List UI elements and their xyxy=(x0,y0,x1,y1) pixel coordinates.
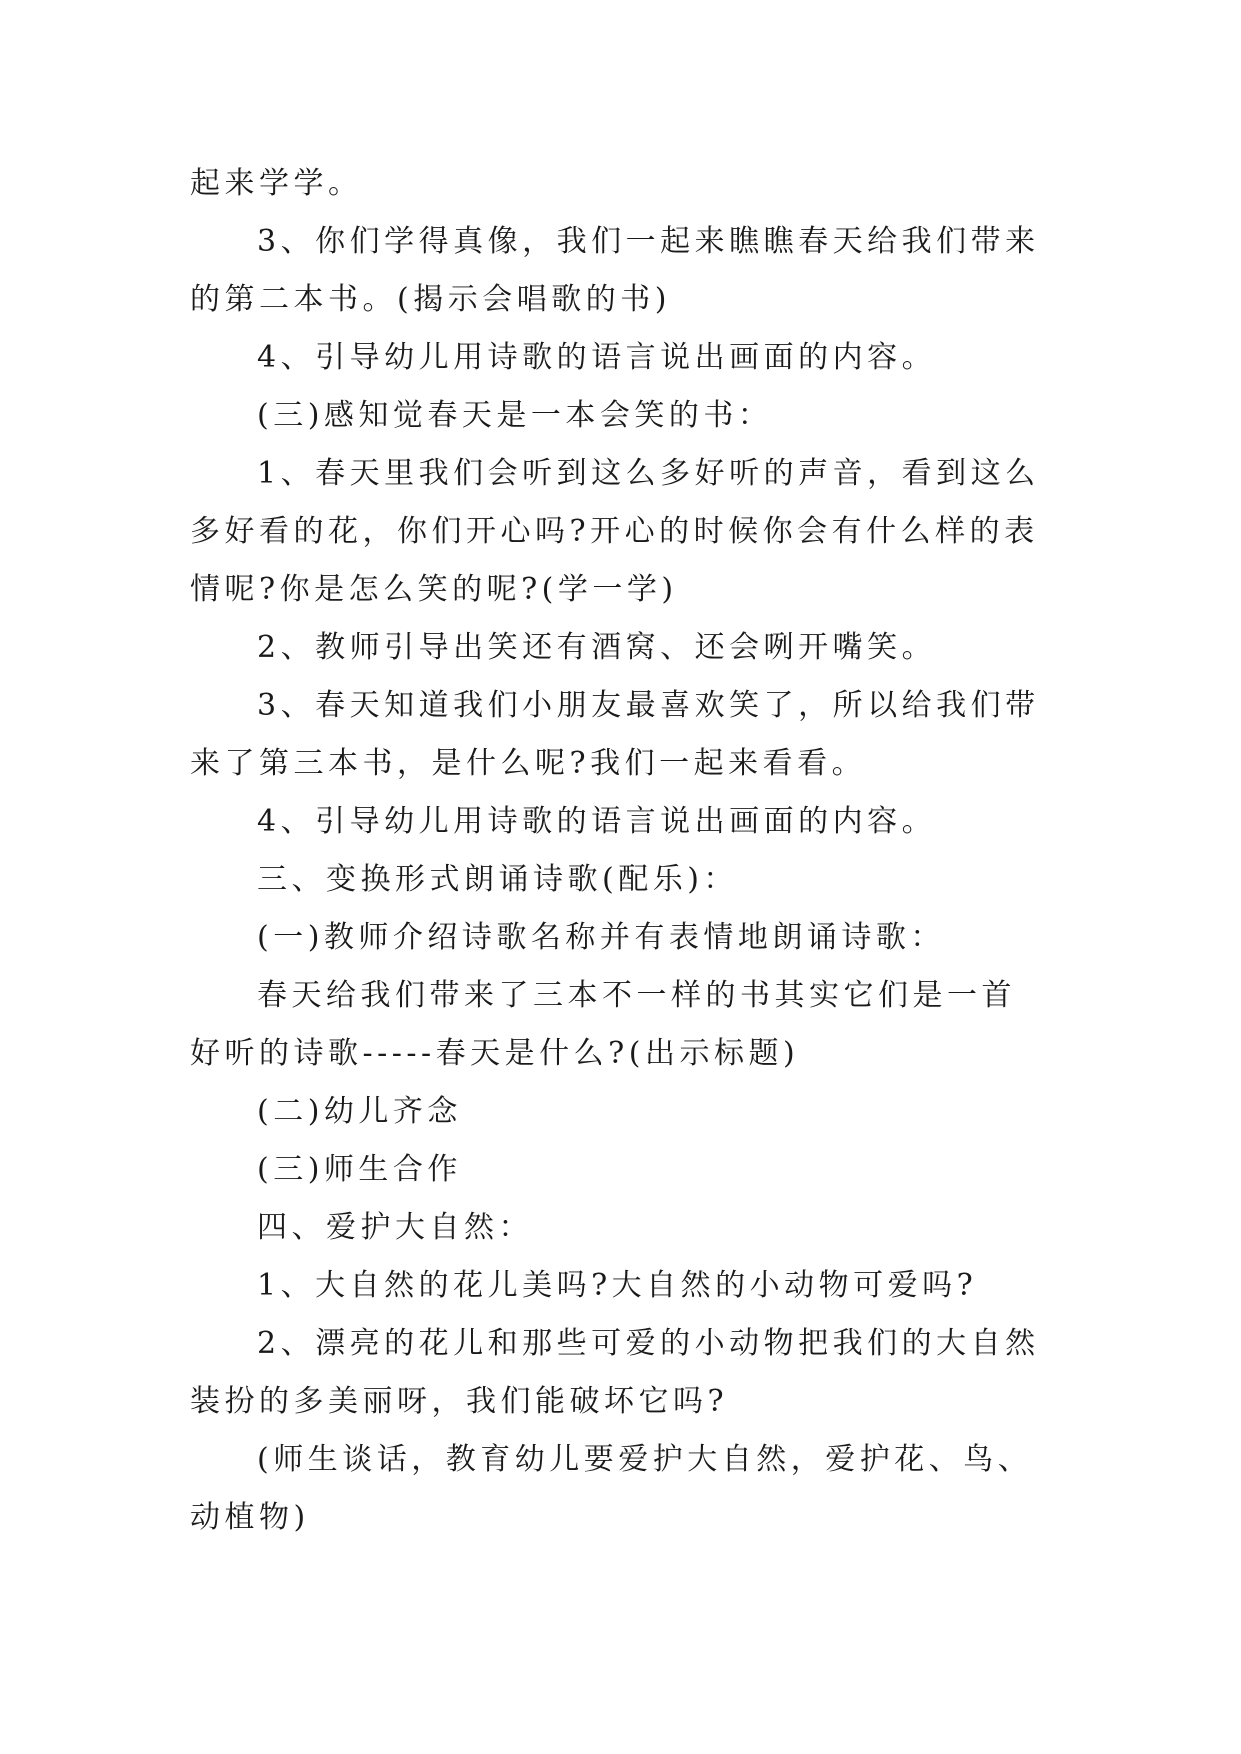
document-body xyxy=(190,155,1050,1547)
section-heading: (三)感知觉春天是一本会笑的书： xyxy=(257,398,773,433)
paragraph: 春天给我们带来了三本不一样的书其实它们是一首好听的诗歌-----春天是什么?(出示标题) xyxy=(190,978,1016,1071)
paragraph: 1、春天里我们会听到这么多好听的声音，看到这么多好看的花，你们开心吗?开心的时候你会有什么样的表情呢?你是怎么笑的呢?(学一学) xyxy=(190,456,1040,607)
paragraph: 4、引导幼儿用诗歌的语言说出画面的内容。 xyxy=(257,340,937,375)
paragraph: 1、大自然的花儿美吗?大自然的小动物可爱吗? xyxy=(257,1268,978,1303)
section-heading: (二)幼儿齐念 xyxy=(257,1094,462,1129)
paragraph-continuation: 起来学学。 xyxy=(190,166,363,201)
paragraph: 2、教师引导出笑还有酒窝、还会咧开嘴笑。 xyxy=(257,630,937,665)
section-heading: (三)师生合作 xyxy=(257,1152,462,1187)
paragraph: (师生谈话，教育幼儿要爱护大自然，爱护花、鸟、动植物) xyxy=(190,1442,1033,1535)
paragraph: 3、春天知道我们小朋友最喜欢笑了，所以给我们带来了第三本书，是什么呢?我们一起来看看。 xyxy=(190,688,1040,781)
section-heading: 四、爱护大自然： xyxy=(257,1210,533,1245)
section-heading: (一)教师介绍诗歌名称并有表情地朗诵诗歌： xyxy=(257,920,945,955)
paragraph: 2、漂亮的花儿和那些可爱的小动物把我们的大自然装扮的多美丽呀，我们能破坏它吗? xyxy=(190,1326,1040,1419)
paragraph: 3、你们学得真像，我们一起来瞧瞧春天给我们带来的第二本书。(揭示会唱歌的书) xyxy=(190,224,1040,317)
paragraph: 4、引导幼儿用诗歌的语言说出画面的内容。 xyxy=(257,804,937,839)
section-heading: 三、变换形式朗诵诗歌(配乐)： xyxy=(257,862,738,897)
